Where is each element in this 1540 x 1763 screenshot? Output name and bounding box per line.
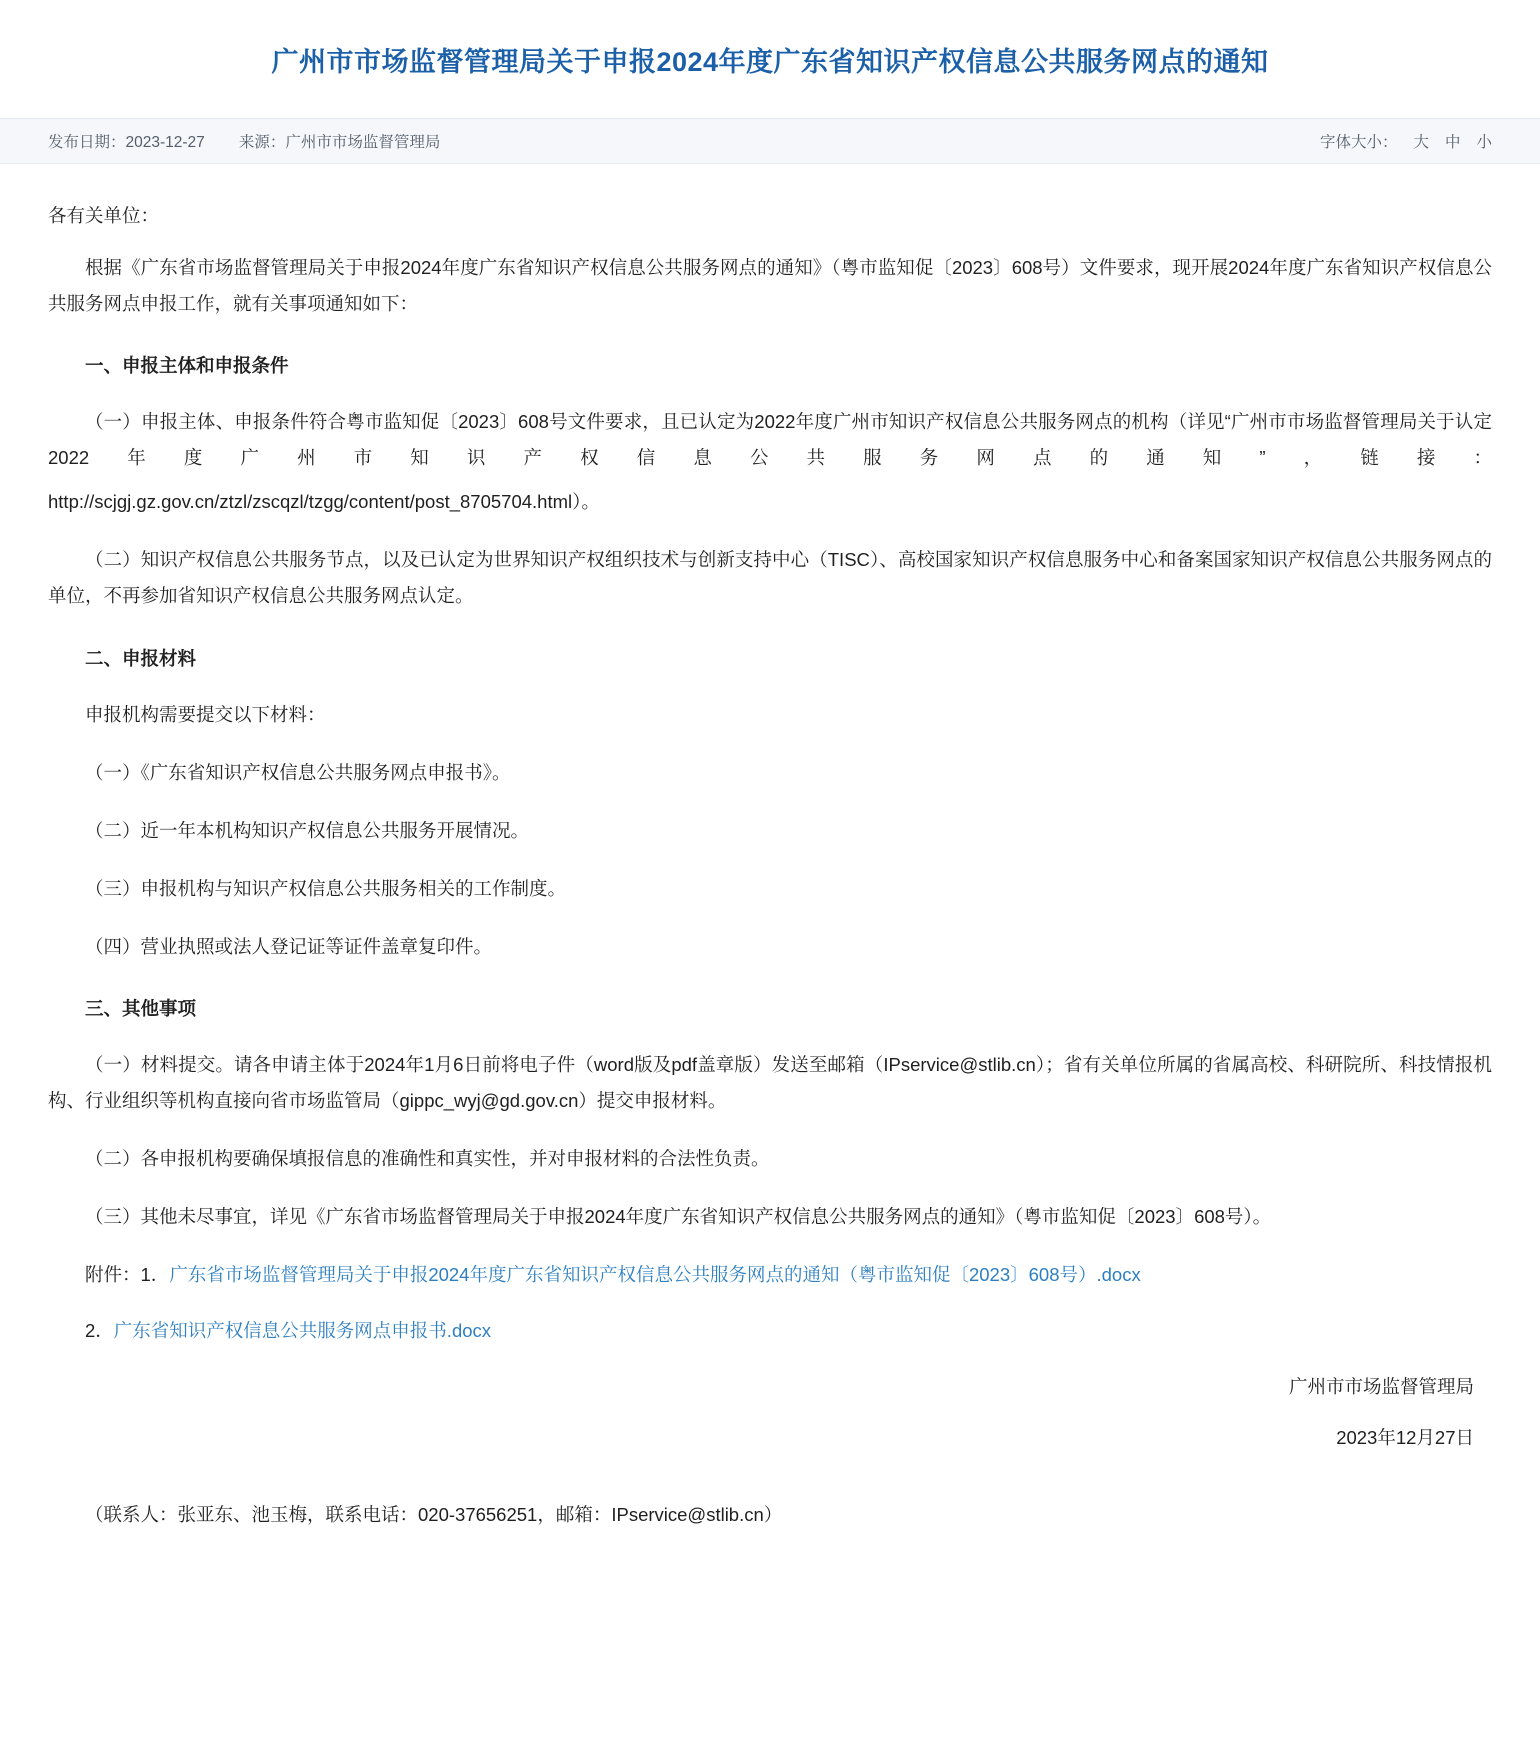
contact-line: （联系人：张亚东、池玉梅，联系电话：020-37656251，邮箱：IPservice@stlib.cn） (85, 1503, 783, 1525)
section-1-paragraph-1-part-b: http://scjgj.gz.gov.cn/ztzl/zscqzl/tzgg/content/post_8705704.html）。 (48, 491, 600, 513)
font-size-控件-group (1320, 130, 1492, 152)
font-size-medium-button[interactable]: 中 (1444, 133, 1461, 151)
title-bar (0, 0, 1540, 118)
source-item (239, 130, 441, 152)
attachment-index-1: 1． (140, 1264, 170, 1286)
section-2-item-1: （一）《广东省知识产权信息公共服务网点申报书》。 (85, 761, 511, 783)
attachment-index-2: 2． (85, 1320, 114, 1342)
section-1-paragraph-1-part-a: （一）申报主体、申报条件符合粤市监知促〔2023〕608号文件要求，且已认定为2022年度广州市知识产权信息公共服务网点的机构（详见“广州市市场监督管理局关于认定2022年度广州市知识产权信息公共服务网点的通知”，链接： (48, 411, 1492, 469)
section-2-item-4: （四）营业执照或法人登记证等证件盖章复印件。 (85, 935, 493, 957)
section-heading-1: 一、申报主体和申报条件 (85, 355, 289, 377)
salutation: 各有关单位： (48, 204, 160, 226)
document-body (0, 164, 1540, 1583)
section-1-paragraph-2: （二）知识产权信息公共服务节点，以及已认定为世界知识产权组织技术与创新支持中心（TISC）、高校国家知识产权信息服务中心和备案国家知识产权信息公共服务网点的单位，不再参加省知识产权信息公共服务网点认定。 (48, 549, 1492, 607)
section-2-item-2: （二）近一年本机构知识产权信息公共服务开展情况。 (85, 819, 530, 841)
source-label: 来源： (238, 133, 286, 151)
font-size-small-button[interactable]: 小 (1476, 133, 1492, 151)
intro-paragraph: 根据《广东省市场监督管理局关于申报2024年度广东省知识产权信息公共服务网点的通知》（粤市监知促〔2023〕608号）文件要求，现开展2024年度广东省知识产权信息公共服务网点申报工作，就有关事项通知如下： (48, 257, 1492, 315)
section-heading-3: 三、其他事项 (85, 997, 197, 1019)
attachment-link-1[interactable]: 广东省市场监督管理局关于申报2024年度广东省知识产权信息公共服务网点的通知（粤市监知促〔2023〕608号）.docx (169, 1264, 1141, 1286)
section-heading-2: 二、申报材料 (85, 647, 197, 669)
section-2-item-3: （三）申报机构与知识产权信息公共服务相关的工作制度。 (85, 877, 567, 899)
page-title: 广州市市场监督管理局关于申报2024年度广东省知识产权信息公共服务网点的通知 (271, 47, 1269, 78)
section-3-paragraph-1: （一）材料提交。请各申请主体于2024年1月6日前将电子件（word版及pdf盖章版）发送至邮箱（IPservice@stlib.cn）；省有关单位所属的省属高校、科研院所、科技情报机构、行业组织等机构直接向省市场监管局（gippc_wyj@gd.gov.cn）提交申报材料。 (48, 1053, 1492, 1112)
document-meta-bar (0, 118, 1540, 164)
publish-date-label: 发布日期： (48, 133, 126, 151)
signature-organization: 广州市市场监督管理局 (1288, 1376, 1474, 1398)
attachment-line-1 (48, 1257, 1492, 1293)
publish-date-item (48, 130, 205, 152)
publish-date-value: 2023-12-27 (125, 133, 205, 151)
signature-date: 2023年12月27日 (1336, 1427, 1474, 1449)
source-value: 广州市市场监督管理局 (285, 133, 441, 151)
meta-left-group (48, 130, 1320, 152)
font-size-label: 字体大小： (1319, 133, 1398, 151)
attachment-label: 附件： (85, 1264, 141, 1286)
section-3-paragraph-3: （三）其他未尽事宜，详见《广东省市场监督管理局关于申报2024年度广东省知识产权信息公共服务网点的通知》（粤市监知促〔2023〕608号）。 (85, 1206, 1272, 1228)
section-2-lead: 申报机构需要提交以下材料： (85, 703, 326, 725)
section-3-paragraph-2: （二）各申报机构要确保填报信息的准确性和真实性，并对申报材料的合法性负责。 (85, 1148, 770, 1170)
font-size-large-button[interactable]: 大 (1413, 133, 1429, 151)
attachment-line-2 (48, 1313, 1492, 1349)
attachment-link-2[interactable]: 广东省知识产权信息公共服务网点申报书.docx (113, 1320, 492, 1342)
